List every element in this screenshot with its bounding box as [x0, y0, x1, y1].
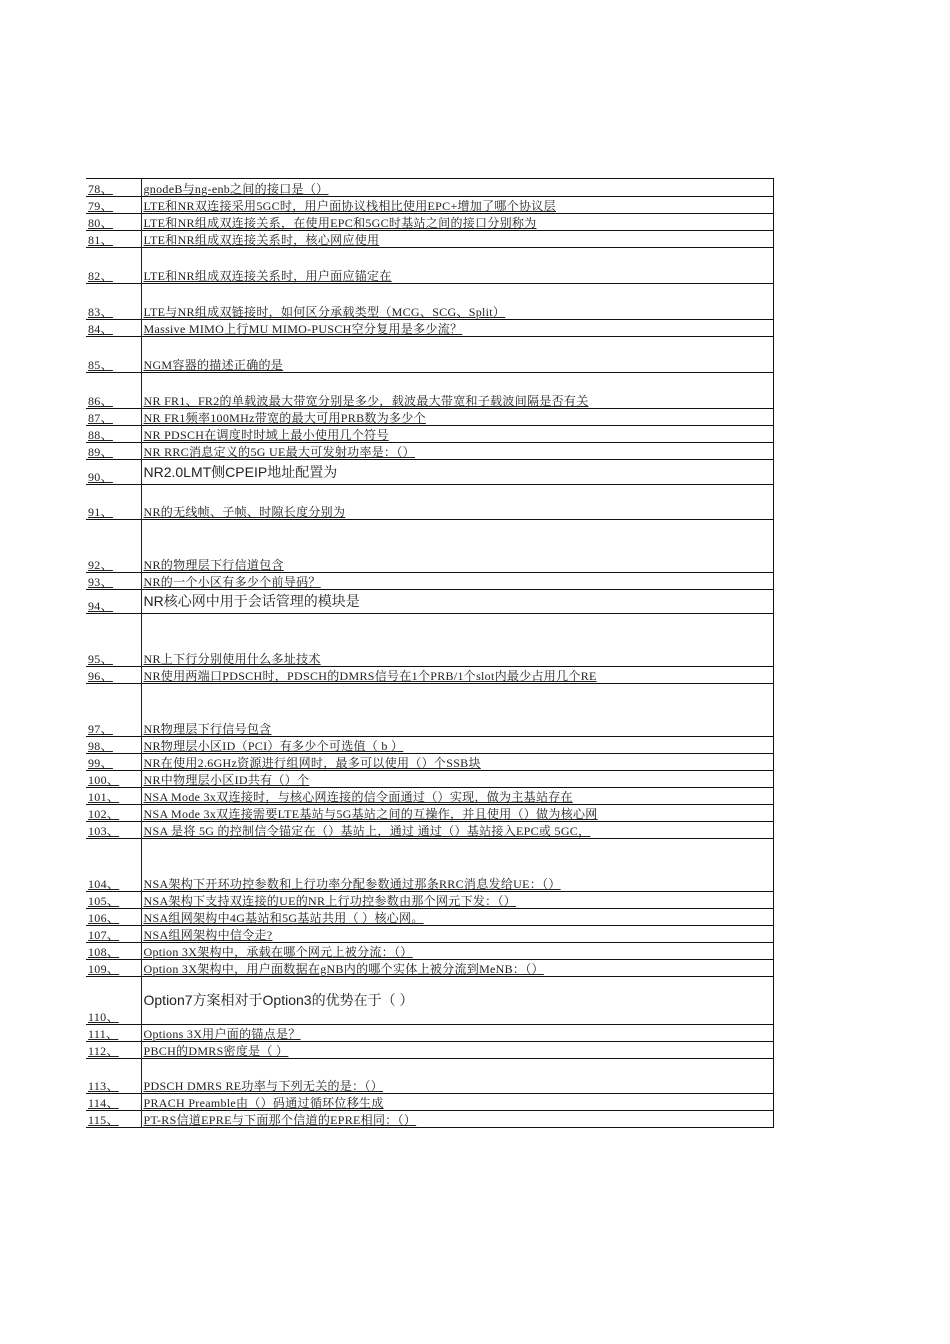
question-number: 113、 [88, 1079, 119, 1093]
question-text: NR的一个小区有多少个前导码？ [143, 575, 321, 589]
question-number: 98、 [88, 739, 113, 753]
question-text-cell[interactable] [141, 590, 773, 614]
question-number-cell[interactable] [86, 179, 141, 197]
question-text: LTE和NR组成双连接关系时，核心网应使用 [143, 233, 380, 247]
question-text: NSA Mode 3x双连接需要LTE基站与5G基站之间的互操作，并且使用（）做为核心网 [143, 807, 598, 821]
question-row [86, 320, 773, 337]
question-text-cell[interactable] [141, 443, 773, 460]
question-table-body [86, 179, 773, 1128]
question-text-cell[interactable] [141, 197, 773, 214]
question-text-cell[interactable] [141, 320, 773, 337]
question-number: 80、 [88, 216, 113, 230]
question-text: NR2.0LMT侧CPEIP地址配置为 [143, 463, 338, 480]
question-number-cell[interactable] [86, 805, 141, 822]
question-row [86, 977, 773, 1025]
question-number-cell[interactable] [86, 822, 141, 839]
question-text: NR物理层小区ID（PCI）有多少个可选值（ b ） [143, 739, 404, 753]
question-row [86, 409, 773, 426]
question-number-cell[interactable] [86, 485, 141, 520]
question-text-cell[interactable] [141, 909, 773, 926]
question-number-cell[interactable] [86, 943, 141, 960]
question-number-cell[interactable] [86, 231, 141, 248]
question-text-cell[interactable] [141, 737, 773, 754]
question-text: NR中物理层小区ID共有（）个 [143, 773, 310, 787]
question-text-cell[interactable] [141, 960, 773, 977]
question-number-cell[interactable] [86, 1025, 141, 1042]
question-number-cell[interactable] [86, 520, 141, 573]
question-text-cell[interactable] [141, 426, 773, 443]
question-number-cell[interactable] [86, 667, 141, 684]
question-row [86, 737, 773, 754]
question-row [86, 520, 773, 573]
question-text: NR FR1、FR2的单载波最大带宽分别是多少，载波最大带宽和子载波间隔是否有关 [143, 394, 589, 408]
question-number: 83、 [88, 305, 113, 319]
question-text-cell[interactable] [141, 1094, 773, 1111]
question-number-cell[interactable] [86, 337, 141, 373]
question-number: 93、 [88, 575, 113, 589]
question-number-cell[interactable] [86, 248, 141, 284]
question-number-cell[interactable] [86, 426, 141, 443]
question-number-cell[interactable] [86, 1042, 141, 1059]
question-number-cell[interactable] [86, 573, 141, 590]
question-number-cell[interactable] [86, 684, 141, 737]
question-row [86, 1094, 773, 1111]
question-text: NR在使用2.6GHz资源进行组网时，最多可以使用（）个SSB块 [143, 756, 481, 770]
question-text: NSA组网架构中信令走? [143, 928, 273, 942]
question-number-cell[interactable] [86, 460, 141, 485]
question-number-cell[interactable] [86, 590, 141, 614]
question-text: NR物理层下行信号包含 [143, 722, 272, 736]
question-number-cell[interactable] [86, 614, 141, 667]
question-number: 106、 [88, 911, 120, 925]
question-number: 86、 [88, 394, 113, 408]
question-row [86, 443, 773, 460]
question-row [86, 1111, 773, 1128]
question-text: NR上下行分别使用什么多址技术 [143, 652, 321, 666]
question-row [86, 197, 773, 214]
question-row [86, 248, 773, 284]
question-text: NSA 是将 5G 的控制信令锚定在（）基站上，通过 通过（）基站接入EPC或 5GC， [143, 824, 591, 838]
question-number-cell[interactable] [86, 1111, 141, 1128]
question-text: NSA架构下支持双连接的UE的NR上行功控参数由那个网元下发：（） [143, 894, 517, 908]
question-row [86, 805, 773, 822]
question-row [86, 337, 773, 373]
question-row [86, 926, 773, 943]
question-number: 115、 [88, 1113, 119, 1127]
question-table [86, 178, 774, 1128]
question-number-cell[interactable] [86, 284, 141, 320]
question-text: Options 3X用户面的锚点是？ [143, 1027, 301, 1041]
question-text: NR FR1频率100MHz带宽的最大可用PRB数为多少个 [143, 411, 426, 425]
question-text: NR的无线帧、子帧、时隙长度分别为 [143, 505, 346, 519]
question-text-cell[interactable] [141, 485, 773, 520]
question-text-cell[interactable] [141, 614, 773, 667]
question-row [86, 1025, 773, 1042]
question-number: 87、 [88, 411, 113, 425]
question-text: PDSCH DMRS RE功率与下列无关的是：（） [143, 1079, 384, 1093]
question-row [86, 460, 773, 485]
question-text-cell[interactable] [141, 1111, 773, 1128]
question-text-cell[interactable] [141, 573, 773, 590]
question-number: 97、 [88, 722, 113, 736]
question-text-cell[interactable] [141, 788, 773, 805]
question-number: 91、 [88, 505, 113, 519]
question-text-cell[interactable] [141, 337, 773, 373]
question-text-cell[interactable] [141, 1059, 773, 1094]
question-text-cell[interactable] [141, 460, 773, 485]
question-number: 103、 [88, 824, 120, 838]
question-text-cell[interactable] [141, 977, 773, 1025]
question-number: 100、 [88, 773, 120, 787]
question-number: 101、 [88, 790, 120, 804]
question-row [86, 754, 773, 771]
question-row [86, 231, 773, 248]
question-number: 90、 [88, 470, 113, 484]
question-text-cell[interactable] [141, 892, 773, 909]
question-number: 111、 [88, 1027, 119, 1041]
question-text: NSA Mode 3x双连接时，与核心网连接的信令面通过（）实现，做为主基站存在 [143, 790, 573, 804]
question-number-cell[interactable] [86, 771, 141, 788]
question-number-cell[interactable] [86, 737, 141, 754]
question-number: 109、 [88, 962, 120, 976]
question-number-cell[interactable] [86, 892, 141, 909]
question-text-cell[interactable] [141, 214, 773, 231]
question-number: 89、 [88, 445, 113, 459]
question-text-cell[interactable] [141, 520, 773, 573]
question-number-cell[interactable] [86, 320, 141, 337]
question-row [86, 909, 773, 926]
question-text-cell[interactable] [141, 943, 773, 960]
question-row [86, 960, 773, 977]
question-text: LTE和NR组成双连接关系，在使用EPC和5GC时基站之间的接口分别称为 [143, 216, 537, 230]
question-number: 110、 [88, 1010, 119, 1024]
question-text: NR PDSCH在调度时时域上最小使用几个符号 [143, 428, 389, 442]
question-text-cell[interactable] [141, 373, 773, 409]
question-number-cell[interactable] [86, 409, 141, 426]
question-row [86, 590, 773, 614]
question-number: 107、 [88, 928, 120, 942]
question-text: NSA架构下开环功控参数和上行功率分配参数通过那条RRC消息发给UE：（） [143, 877, 561, 891]
question-text: PT-RS信道EPRE与下面那个信道的EPRE相同：（） [143, 1113, 417, 1127]
question-number: 108、 [88, 945, 120, 959]
question-row [86, 284, 773, 320]
question-row [86, 822, 773, 839]
question-text: Option 3X架构中，用户面数据在gNB内的哪个实体上被分流到MeNB：（） [143, 962, 544, 976]
question-text-cell[interactable] [141, 667, 773, 684]
question-number-cell[interactable] [86, 788, 141, 805]
question-number: 88、 [88, 428, 113, 442]
question-number: 81、 [88, 233, 113, 247]
question-row [86, 771, 773, 788]
question-text-cell[interactable] [141, 684, 773, 737]
question-number: 84、 [88, 322, 113, 336]
question-number: 92、 [88, 558, 113, 572]
question-number: 96、 [88, 669, 113, 683]
question-number-cell[interactable] [86, 373, 141, 409]
question-row [86, 214, 773, 231]
question-text-cell[interactable] [141, 805, 773, 822]
question-number: 114、 [88, 1096, 119, 1110]
question-number-cell[interactable] [86, 839, 141, 892]
question-row [86, 943, 773, 960]
question-number-cell[interactable] [86, 909, 141, 926]
question-text-cell[interactable] [141, 409, 773, 426]
question-row [86, 614, 773, 667]
question-row [86, 1042, 773, 1059]
question-text: Massive MIMO上行MU MIMO-PUSCH空分复用是多少流？ [143, 322, 463, 336]
question-text-cell[interactable] [141, 822, 773, 839]
question-text-cell[interactable] [141, 754, 773, 771]
question-text-cell[interactable] [141, 179, 773, 197]
question-row [86, 485, 773, 520]
question-number: 82、 [88, 269, 113, 283]
question-number-cell[interactable] [86, 977, 141, 1025]
question-row [86, 839, 773, 892]
question-number: 85、 [88, 358, 113, 372]
question-row [86, 892, 773, 909]
question-number-cell[interactable] [86, 197, 141, 214]
question-text: LTE和NR组成双连接关系时，用户面应锚定在 [143, 269, 392, 283]
question-row [86, 1059, 773, 1094]
question-text-cell[interactable] [141, 926, 773, 943]
question-number: 112、 [88, 1044, 119, 1058]
question-text: Option7方案相对于Option3的优势在于（ ） [143, 992, 414, 1008]
question-number-cell[interactable] [86, 754, 141, 771]
question-number-cell[interactable] [86, 1059, 141, 1094]
question-text: NSA组网架构中4G基站和5G基站共用（ ）核心网。 [143, 911, 424, 925]
question-number-cell[interactable] [86, 214, 141, 231]
question-number: 79、 [88, 199, 113, 213]
question-text: LTE和NR双连接采用5GC时，用户面协议栈相比使用EPC+增加了哪个协议层 [143, 199, 556, 213]
question-text: PRACH Preamble由（）码通过循环位移生成 [143, 1096, 384, 1110]
question-text: Option 3X架构中，承载在哪个网元上被分流：（） [143, 945, 413, 959]
question-number-cell[interactable] [86, 1094, 141, 1111]
question-text: LTE与NR组成双链接时，如何区分承载类型（MCG、SCG、Split） [143, 305, 506, 319]
question-row [86, 373, 773, 409]
question-text: NR的物理层下行信道包含 [143, 558, 284, 572]
question-number: 95、 [88, 652, 113, 666]
question-row [86, 684, 773, 737]
question-row [86, 426, 773, 443]
question-text: NR核心网中用于会话管理的模块是 [143, 593, 360, 609]
question-row [86, 179, 773, 197]
question-number: 104、 [88, 877, 120, 891]
question-text: NR使用两端口PDSCH时，PDSCH的DMRS信号在1个PRB/1个slot内最少占用几个RE [143, 669, 597, 683]
question-text: PBCH的DMRS密度是（ ） [143, 1044, 289, 1058]
question-text-cell[interactable] [141, 1025, 773, 1042]
question-text-cell[interactable] [141, 231, 773, 248]
question-text: gnodeB与ng-enb之间的接口是（） [143, 182, 329, 196]
question-number-cell[interactable] [86, 926, 141, 943]
question-text-cell[interactable] [141, 771, 773, 788]
question-text-cell[interactable] [141, 284, 773, 320]
question-number: 102、 [88, 807, 120, 821]
question-text-cell[interactable] [141, 248, 773, 284]
question-text-cell[interactable] [141, 1042, 773, 1059]
question-row [86, 788, 773, 805]
question-number-cell[interactable] [86, 960, 141, 977]
question-text: NR RRC消息定义的5G UE最大可发射功率是：（） [143, 445, 415, 459]
question-number: 78、 [88, 182, 113, 196]
question-text: NGM容器的描述正确的是 [143, 358, 284, 372]
question-number-cell[interactable] [86, 443, 141, 460]
question-row [86, 667, 773, 684]
question-row [86, 573, 773, 590]
question-number: 94、 [88, 599, 113, 613]
question-text-cell[interactable] [141, 839, 773, 892]
question-number: 105、 [88, 894, 120, 908]
question-number: 99、 [88, 756, 113, 770]
